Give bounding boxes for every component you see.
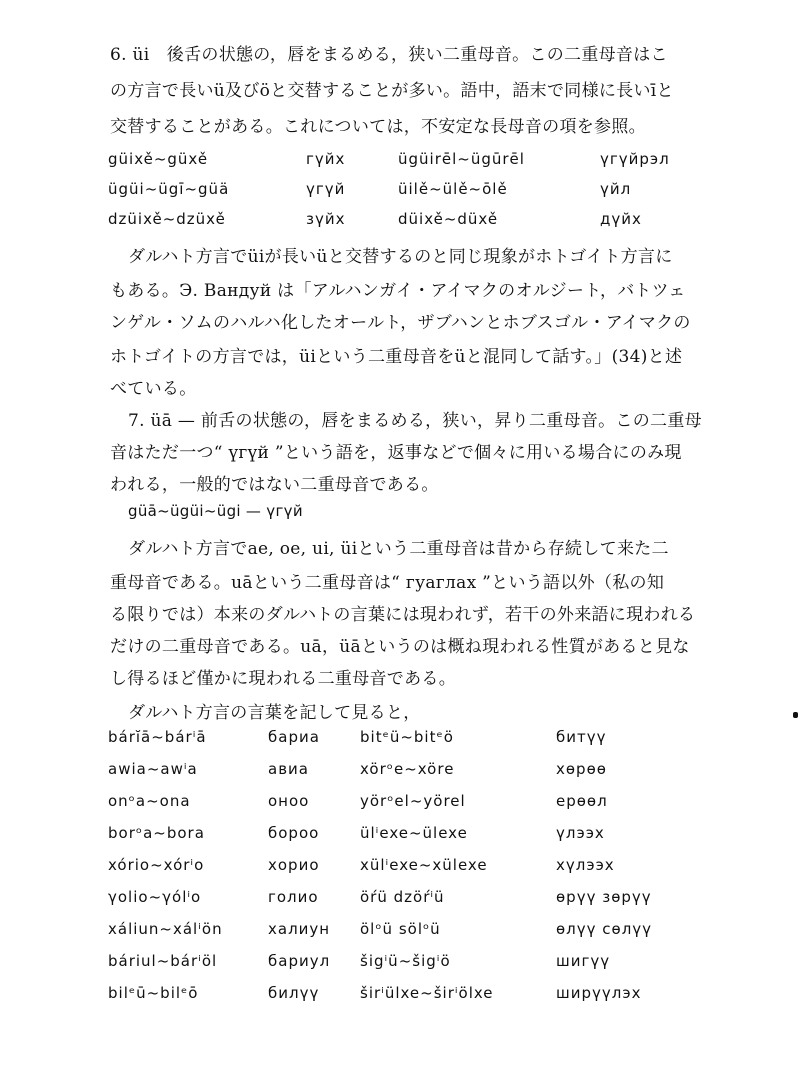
word-cell: ширүүлэх: [556, 984, 642, 1002]
word-cell: yörᵒel~yörel: [360, 792, 466, 810]
text-line: 7. üā — 前舌の状態の，唇をまるめる，狭い，昇り二重母音。この二重母: [128, 411, 702, 431]
word-cell: үгүй: [306, 180, 346, 198]
text-line: ホトゴイトの方言では，üiという二重母音をüと混同して話す。」(34)と述: [110, 347, 683, 367]
word-cell: ерөөл: [556, 792, 608, 810]
text-line: ダルハト方言でae, oe, ui, üiという二重母音は昔から存続して来た二: [128, 539, 669, 559]
text-line: われる，一般的ではない二重母音である。: [110, 475, 439, 495]
word-cell: үлээх: [556, 824, 605, 842]
word-cell: оноо: [268, 792, 310, 810]
word-cell: гүйх: [306, 150, 346, 168]
text-line: 重母音である。uāという二重母音は“ гуаглах ”という語以外（私の知: [110, 573, 665, 593]
table-row: [108, 150, 708, 176]
text-line: し得るほど僅かに現われる二重母音である。: [110, 669, 456, 689]
word-cell: халиун: [268, 920, 331, 938]
word-cell: xáliun~xálⁱön: [108, 920, 223, 938]
word-cell: awia~awⁱa: [108, 760, 198, 778]
word-cell: бариул: [268, 952, 331, 970]
word-cell: borᵒa~bora: [108, 824, 205, 842]
word-cell: ügüirēl~ügūrēl: [398, 150, 525, 168]
word-cell: дүйх: [600, 210, 642, 228]
word-cell: širⁱülxe~širⁱölxe: [360, 984, 494, 1002]
word-cell: зүйх: [306, 210, 346, 228]
table-row: [108, 920, 708, 946]
text-line: ンゲル・ソムのハルハ化したオールト，ザブハンとホブスゴル・アイマクの: [110, 313, 691, 333]
word-cell: билүү: [268, 984, 320, 1002]
table-row: [108, 210, 708, 236]
table-row: [108, 824, 708, 850]
text-line: もある。Э. Вандуй は「アルハンガイ・アイマクのオルジート，バトツェ: [110, 281, 686, 301]
word-cell: ügüi~ügī~güä: [108, 180, 230, 198]
word-cell: ülⁱexe~ülexe: [360, 824, 468, 842]
word-cell: öŕü dzöŕⁱü: [360, 888, 445, 906]
table-row: [108, 888, 708, 914]
text-line: ダルハト方言の言葉を記して見ると，: [128, 703, 421, 723]
text-line: の方言で長いü及びöと交替することが多い。語中，語末で同様に長いīと: [110, 81, 674, 101]
word-cell: bitᵉü~bitᵉö: [360, 728, 454, 746]
example-line: güā~ügüi~ügi — үгүй: [128, 502, 303, 520]
word-cell: üilě~ülě~ōlě: [398, 180, 508, 198]
word-cell: өрүү зөрүү: [556, 888, 652, 906]
text-line: ダルハト方言でüiが長いüと交替するのと同じ現象がホトゴイト方言に: [128, 247, 673, 267]
word-cell: dzüixě~dzüxě: [108, 210, 226, 228]
word-cell: xörᵒe~xöre: [360, 760, 455, 778]
text-line: だけの二重母音である。uā，üāというのは概ね現われる性質があると見な: [110, 637, 690, 657]
word-cell: хөрөө: [556, 760, 607, 778]
word-cell: bilᵉū~bilᵉō: [108, 984, 199, 1002]
text-line: べている。: [110, 379, 197, 399]
word-cell: үгүйрэл: [600, 150, 670, 168]
word-cell: бариа: [268, 728, 320, 746]
word-cell: düixě~düxě: [398, 210, 499, 228]
word-cell: güixě~güxě: [108, 150, 209, 168]
ink-speck: [793, 712, 798, 718]
word-cell: үйл: [600, 180, 632, 198]
word-cell: хүлээх: [556, 856, 615, 874]
table-row: [108, 728, 708, 754]
word-cell: γolio~γólⁱo: [108, 888, 202, 906]
word-cell: xório~xórⁱo: [108, 856, 205, 874]
word-cell: ölᵒü sölᵒü: [360, 920, 441, 938]
table-row: [108, 792, 708, 818]
word-cell: onᵒa~ona: [108, 792, 191, 810]
word-cell: битүү: [556, 728, 607, 746]
word-cell: bárĭā~bárⁱā: [108, 728, 207, 746]
word-cell: бороо: [268, 824, 320, 842]
table-row: [108, 856, 708, 882]
text-line: 6. üi 後舌の状態の，唇をまるめる，狭い二重母音。この二重母音はこ: [110, 45, 668, 65]
word-cell: өлүү сөлүү: [556, 920, 653, 938]
text-line: 交替することがある。これについては，不安定な長母音の項を参照。: [110, 117, 646, 137]
word-cell: голио: [268, 888, 319, 906]
word-cell: авиа: [268, 760, 309, 778]
word-cell: хорио: [268, 856, 320, 874]
table-row: [108, 984, 708, 1010]
word-cell: шигүү: [556, 952, 611, 970]
word-cell: xülⁱexe~xülexe: [360, 856, 488, 874]
table-row: [108, 180, 708, 206]
table-row: [108, 760, 708, 786]
word-cell: báriul~bárⁱöl: [108, 952, 218, 970]
word-cell: šigⁱü~šigⁱö: [360, 952, 451, 970]
table-row: [108, 952, 708, 978]
text-line: る限りでは）本来のダルハトの言葉には現われず，若干の外来語に現われる: [110, 605, 696, 625]
text-line: 音はただ一つ“ үгүй ”という語を，返事などで個々に用いる場合にのみ現: [110, 443, 682, 463]
